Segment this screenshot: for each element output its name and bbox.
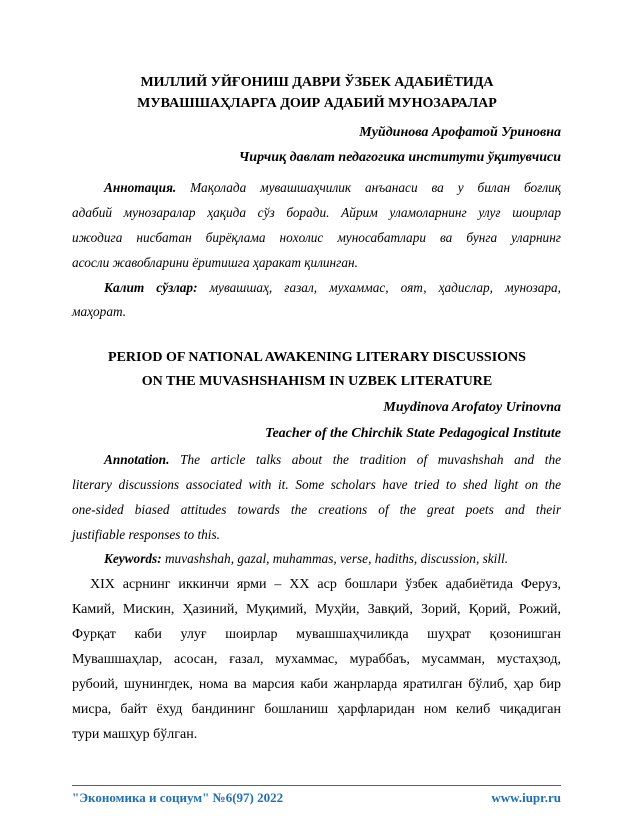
uz-affiliation: Чирчиқ давлат педагогика институти ўқитувчиси [238, 150, 561, 165]
uz-abstract-label: Аннотация. [104, 180, 177, 195]
body-line-6: мисра, байт ёхуд бандининг бошланиш ҳарфларидан ном келиб чиқадиган [72, 702, 561, 717]
uz-keywords-line-2: маҳорат. [72, 304, 127, 319]
uz-title-line-2: МУВАШШАҲЛАРГА ДОИР АДАБИЙ МУНОЗАРАЛАР [137, 96, 497, 111]
uz-keywords-line-1: Калит сўзлар: мувашшаҳ, ғазал, мухаммас, оят, ҳадислар, мунозара, [104, 280, 561, 295]
uz-abstract-line-3: ижодига нисбатан бирёқлама ноxолис муносабатлари ва бунга уларнинг [72, 230, 561, 245]
body-line-3: Фурқат каби улуғ шоирлар мувашшаҳчиликда шуҳрат қозонишган [72, 627, 561, 642]
en-title-line-1: PERIOD OF NATIONAL AWAKENING LITERARY DISCUSSIONS [108, 350, 526, 365]
uz-abstract-line-4: асосли жавобларини ёритишга ҳаракат қилинган. [72, 255, 358, 270]
en-author: Muydinova Arofatoy Urinovna [383, 400, 561, 415]
uz-keywords-label: Калит сўзлар: [104, 280, 198, 295]
en-abstract-label: Annotation. [104, 452, 170, 467]
uz-author: Муйдинова Арофатой Уриновна [359, 125, 561, 140]
body-line-2: Камий, Мискин, Ҳазиний, Муқимий, Муҳйи, Завқий, Зорий, Қорий, Рожий, [72, 602, 561, 617]
uz-title-line-1: МИЛЛИЙ УЙҒОНИШ ДАВРИ ЎЗБЕК АДАБИЁТИДА [140, 75, 494, 90]
uz-abstract-line-2: адабий мунозаралар ҳақида сўз боради. Айрим уламоларнинг улуғ шоирлар [72, 205, 561, 220]
en-abstract-line-2: literary discussions associated with it. Some scholars have tried to shed light on the [72, 477, 561, 492]
footer-website[interactable]: www.iupr.ru [491, 790, 561, 805]
en-abstract-line-4: justifiable responses to this. [72, 527, 220, 542]
en-abstract-line-3: one-sided biased attitudes towards the creations of the great poets and their [72, 502, 561, 517]
en-affiliation: Teacher of the Chirchik State Pedagogical Institute [265, 426, 561, 441]
en-abstract-line-1: Annotation. The article talks about the tradition of muvashshah and the [104, 452, 562, 467]
en-keywords-label: Keywords: [104, 551, 162, 566]
body-line-5: рубоий, шунингдек, нома ва марсия каби жанрларда яратилган бўлиб, ҳар бир [72, 677, 561, 692]
body-line-1: XIX асрнинг иккинчи ярми – XX аср бошлари ўзбек адабиётида Феруз, [90, 577, 561, 592]
footer-journal: "Экономика и социум" №6(97) 2022 [72, 790, 284, 805]
body-line-7: тури машҳур бўлган. [72, 727, 198, 742]
en-keywords: Keywords: muvashshah, gazal, muhammas, verse, hadiths, discussion, skill. [104, 551, 509, 566]
uz-abstract-line-1: Аннотация. Мақолада мувашшаҳчилик анъанаси ва у билан боғлиқ [104, 180, 561, 195]
body-line-4: Мувашшаҳлар, асосан, ғазал, мухаммас, мураббаъ, мусамман, мустаҳзод, [72, 652, 561, 667]
en-title-line-2: ON THE MUVASHSHAHISM IN UZBEK LITERATURE [141, 374, 493, 389]
footer-divider [72, 785, 561, 786]
